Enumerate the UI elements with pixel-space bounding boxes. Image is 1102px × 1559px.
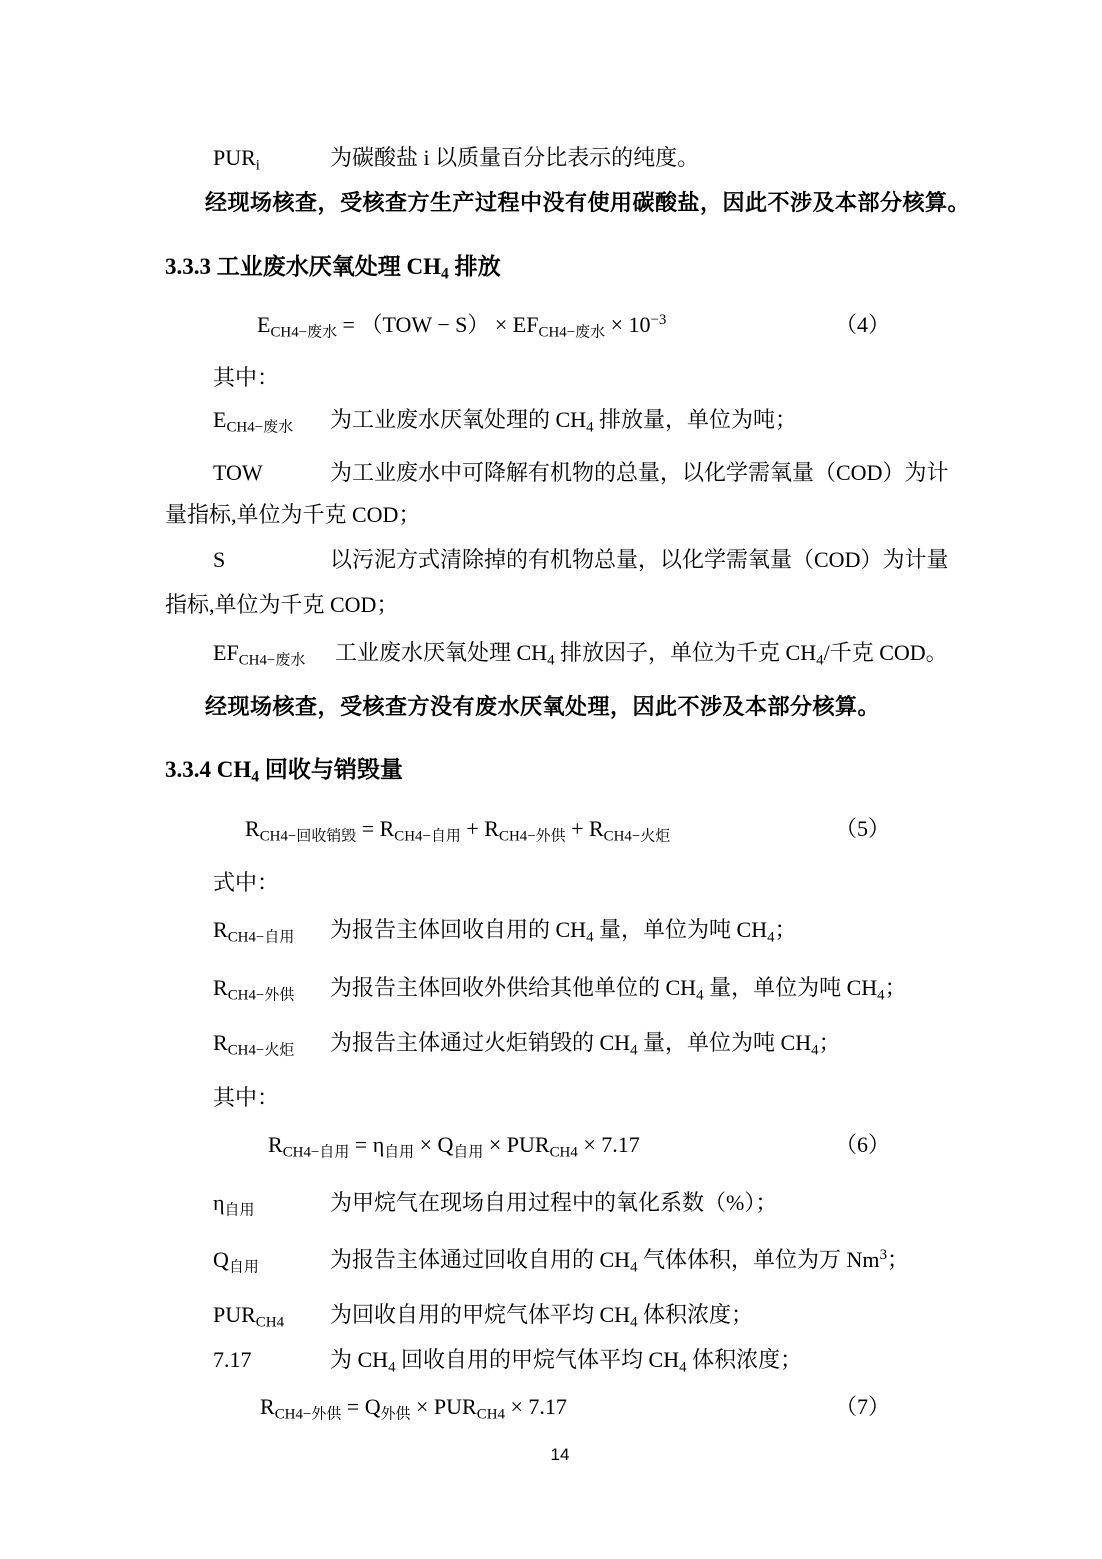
- definition-term: $R_{CH4-火炬}$: [213, 1030, 295, 1059]
- definition-text: 为报告主体通过回收自用的 $CH_4$ 气体体积，单位为万 Nm$^3$；: [330, 1246, 910, 1276]
- definition-term: 7.17: [213, 1347, 252, 1372]
- definition-term: $E_{CH4-废水}$: [213, 407, 294, 436]
- definition-pur-ch4: [165, 1300, 955, 1330]
- equation-number-7: （7）: [834, 1394, 890, 1419]
- section-heading-334: 3.3.4 $CH_4$ 回收与销毁量: [165, 757, 403, 786]
- definition-s: [165, 545, 955, 575]
- definition-q-self-use: [165, 1245, 955, 1275]
- definition-text: 为工业废水中可降解有机物的总量，以化学需氧量（COD）为计: [330, 460, 949, 485]
- definition-text: 为回收自用的甲烷气体平均 $CH_4$ 体积浓度；: [330, 1302, 754, 1331]
- formula-4: [165, 308, 955, 342]
- formula-6: [165, 1128, 955, 1162]
- in-formula-label: 式中：: [213, 870, 280, 895]
- verification-note-wastewater: 经现场核查，受核查方没有废水厌氧处理，因此不涉及本部分核算。: [205, 694, 881, 719]
- definition-pur-i: [165, 143, 955, 173]
- definition-term: S: [213, 547, 226, 572]
- formula-5: [165, 812, 955, 846]
- definition-term: $\eta_{自用}$: [213, 1190, 255, 1219]
- formula-5-body: $R_{CH4-回收销毁} = R_{CH4-自用} + R_{CH4-外供} + R_{CH4-火炬}$: [245, 816, 671, 845]
- definition-term: $PUR_i$: [213, 145, 260, 174]
- definition-r-external-supply: [165, 973, 955, 1003]
- formula-7: [165, 1390, 955, 1424]
- definition-text: 为 $CH_4$ 回收自用的甲烷气体平均 $CH_4$ 体积浓度；: [330, 1347, 803, 1376]
- definition-r-self-use: [165, 915, 955, 945]
- formula-7-body: $R_{CH4-外供} = Q_{外供} \times PUR_{CH4} \times 7.17$: [260, 1394, 567, 1423]
- section-heading-333: 3.3.3 工业废水厌氧处理 $CH_4$ 排放: [165, 254, 501, 283]
- definition-r-flare: [165, 1028, 955, 1058]
- definition-ef-wastewater: [165, 638, 955, 668]
- formula-4-body: $E_{CH4-废水} = (TOW - S) \times EF_{CH4-废水} \times 10^{-3}$: [257, 311, 667, 341]
- page-number: 14: [550, 1445, 570, 1464]
- definition-tow: [165, 458, 955, 488]
- definition-factor-717: [165, 1345, 955, 1375]
- definition-text: 为工业废水厌氧处理的 $CH_4$ 排放量，单位为吨；: [330, 407, 798, 436]
- equation-number-4: （4）: [834, 312, 890, 337]
- definition-term: $Q_{自用}$: [213, 1247, 259, 1276]
- formula-6-body: $R_{CH4-自用} = \eta_{自用} \times Q_{自用} \times PUR_{CH4} \times 7.17$: [268, 1132, 640, 1161]
- definition-text: 为甲烷气在现场自用过程中的氧化系数（%）；: [330, 1190, 778, 1215]
- definition-text: 工业废水厌氧处理 $CH_4$ 排放因子，单位为千克 $CH_4/$千克 COD。: [335, 640, 948, 669]
- definition-term: TOW: [213, 460, 263, 485]
- definition-text: 以污泥方式清除掉的有机物总量，以化学需氧量（COD）为计量: [330, 547, 949, 572]
- definition-text: 为报告主体回收自用的 $CH_4$ 量，单位为吨 $CH_4$；: [330, 917, 797, 946]
- definition-tow-continuation: 量指标,单位为千克 COD；: [165, 502, 421, 527]
- among-which-label-1: 其中：: [213, 365, 280, 390]
- definition-term: $PUR_{CH4}$: [213, 1302, 285, 1331]
- equation-number-6: （6）: [834, 1132, 890, 1157]
- definition-text: 为报告主体回收外供给其他单位的 $CH_4$ 量，单位为吨 $CH_4$；: [330, 975, 907, 1004]
- definition-term: $EF_{CH4-废水}$: [213, 640, 306, 669]
- definition-e-wastewater: [165, 405, 955, 435]
- definition-term: $R_{CH4-外供}$: [213, 975, 295, 1004]
- definition-s-continuation: 指标,单位为千克 COD；: [165, 592, 399, 617]
- verification-note-carbonate: 经现场核查，受核查方生产过程中没有使用碳酸盐，因此不涉及本部分核算。: [205, 190, 971, 215]
- definition-text: 为碳酸盐 i 以质量百分比表示的纯度。: [330, 145, 700, 170]
- definition-text: 为报告主体通过火炬销毁的 $CH_4$ 量，单位为吨 $CH_4$；: [330, 1030, 841, 1059]
- equation-number-5: （5）: [834, 816, 890, 841]
- definition-eta-self-use: [165, 1188, 955, 1218]
- definition-term: $R_{CH4-自用}$: [213, 917, 295, 946]
- among-which-label-2: 其中：: [213, 1085, 280, 1110]
